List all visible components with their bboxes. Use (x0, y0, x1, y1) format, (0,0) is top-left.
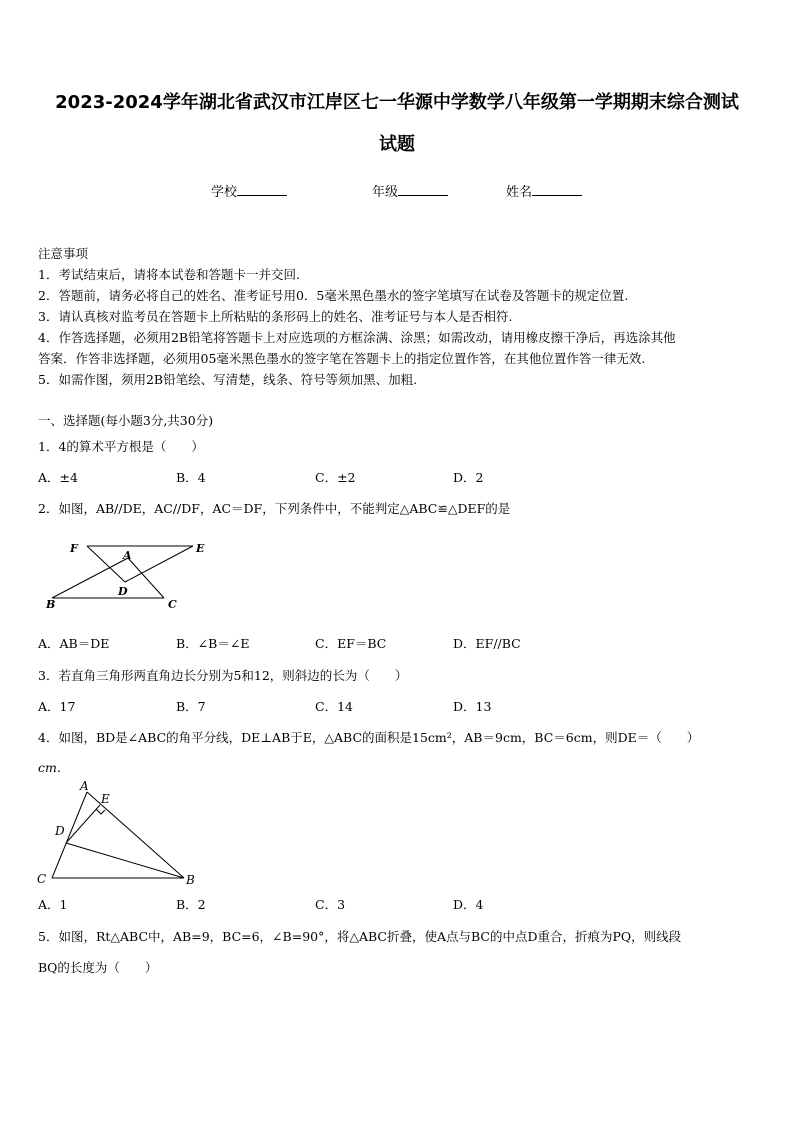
grade-label: 年级 (372, 185, 399, 200)
q4-option-b: B．2 (176, 897, 206, 912)
question-4-stem: 4．如图，BD是∠ABC的角平分线，DE⊥AB于E，△ABC的面积是15cm²，AB＝9cm，BC＝6cm，则DE＝（ ） (38, 730, 700, 745)
fig4-label-a: A (80, 780, 89, 793)
q2-option-c: C．EF＝BC (315, 636, 387, 651)
q1-option-c: C．±2 (315, 470, 356, 485)
fig2-label-e: E (196, 542, 205, 555)
q3-option-c: C．14 (315, 699, 353, 714)
exam-title-line2: 试题 (379, 134, 415, 155)
notice-item: 5．如需作图，须用2B铅笔绘、写清楚，线条、符号等须加黑、加粗. (38, 372, 418, 387)
notice-item: 1．考试结束后，请将本试卷和答题卡一并交回. (38, 267, 300, 282)
name-field (506, 181, 582, 200)
q4-option-c: C．3 (315, 897, 346, 912)
q1-option-b: B．4 (176, 470, 206, 485)
q2-figure (40, 536, 220, 612)
grade-field (372, 181, 448, 200)
notice-heading: 注意事项 (38, 246, 89, 261)
q4-option-a: A．1 (38, 897, 68, 912)
question-2-stem: 2．如图，AB//DE，AC//DF，AC＝DF，下列条件中，不能判定△ABC≌△DEF的是 (38, 501, 511, 516)
question-4-stem-cont: cm. (38, 760, 61, 775)
question-5-stem-cont: BQ的长度为（ ） (38, 960, 158, 975)
school-label: 学校 (211, 185, 238, 200)
question-5-stem: 5．如图，Rt△ABC中，AB=9，BC=6，∠B=90°，将△ABC折叠，使A点与BC的中点D重合，折痕为PQ，则线段 (38, 929, 682, 944)
q1-option-a: A．±4 (38, 470, 78, 485)
fig4-label-b: B (186, 873, 195, 887)
q2-option-a: A．AB＝DE (38, 636, 110, 651)
school-blank (237, 183, 287, 196)
name-blank (532, 183, 582, 196)
q2-option-b: B．∠B＝∠E (176, 636, 250, 651)
school-field (211, 181, 287, 200)
q3-option-b: B．7 (176, 699, 206, 714)
fig2-label-a: A (123, 549, 132, 562)
notice-item: 4．作答选择题，必须用2B铅笔将答题卡上对应选项的方框涂满、涂黑；如需改动，请用橡皮擦干净后，再选涂其他 (38, 330, 676, 345)
question-1-stem: 1．4的算术平方根是（ ） (38, 439, 204, 454)
q3-option-d: D．13 (453, 699, 492, 714)
q4-option-d: D．4 (453, 897, 484, 912)
fig2-label-d: D (118, 585, 128, 598)
exam-title-line1: 2023-2024学年湖北省武汉市江岸区七一华源中学数学八年级第一学期期末综合测试 (55, 92, 739, 113)
fig2-label-c: C (168, 598, 177, 611)
fig2-label-f: F (70, 542, 78, 555)
notice-item: 2．答题前，请务必将自己的姓名、准考证号用0．5毫米黑色墨水的签字笔填写在试卷及答题卡的规定位置. (38, 288, 629, 303)
q3-option-a: A．17 (38, 699, 76, 714)
q1-option-d: D．2 (453, 470, 484, 485)
q2-option-d: D．EF//BC (453, 636, 521, 651)
name-label: 姓名 (506, 185, 533, 200)
q4-figure (34, 780, 204, 890)
notice-item: 3．请认真核对监考员在答题卡上所粘贴的条形码上的姓名、准考证号与本人是否相符. (38, 309, 513, 324)
notice-item: 答案．作答非选择题，必须用05毫米黑色墨水的签字笔在答题卡上的指定位置作答，在其他位置作答一律无效. (38, 351, 646, 366)
fig4-label-e: E (101, 792, 110, 806)
question-3-stem: 3．若直角三角形两直角边长分别为5和12，则斜边的长为（ ） (38, 668, 408, 683)
section-heading: 一、选择题(每小题3分,共30分) (38, 413, 214, 428)
fig4-label-c: C (37, 872, 47, 886)
fig4-label-d: D (55, 824, 65, 838)
grade-blank (398, 183, 448, 196)
fig2-label-b: B (46, 598, 56, 611)
